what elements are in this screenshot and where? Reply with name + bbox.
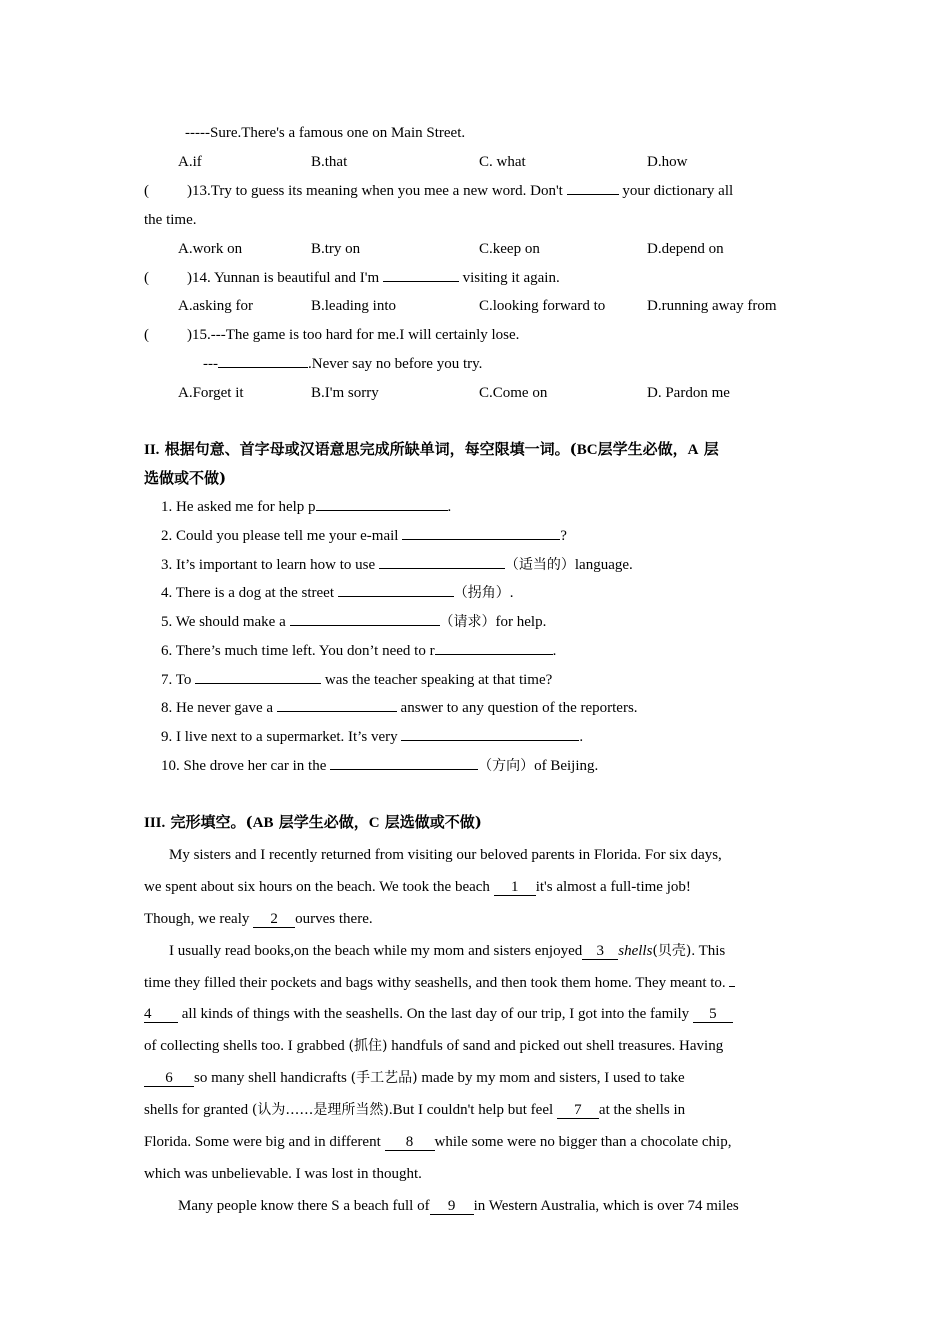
q13-option-a: A.work on xyxy=(178,241,243,257)
cloze-p3-line1: Many people know there S a beach full of 9 in Western Australia, which is over 74 miles xyxy=(178,1198,739,1214)
fill-blank-8[interactable] xyxy=(277,711,397,712)
q15-option-d: D. Pardon me xyxy=(647,385,730,401)
cloze-p2-line3: 4 all kinds of things with the seashells. On the last day of our trip, I got into the family 5 xyxy=(144,1004,733,1024)
cloze-p1-line3: Though, we realy 2 ourves there. xyxy=(144,911,373,927)
fill-item-3: 3. It’s important to learn how to use （适当的）language. xyxy=(161,557,633,573)
cloze-blank-8[interactable]: 8 xyxy=(385,1134,435,1151)
fill-item-9: 9. I live next to a supermarket. It’s very . xyxy=(161,729,584,745)
cloze-p2-line7: Florida. Some were big and in different 8 while some were no bigger than a chocolate chip, xyxy=(144,1134,732,1150)
q15-option-a: A.Forget it xyxy=(178,385,244,401)
cloze-p2-line2: time they filled their pockets and bags withy seashells, and then took them home. They meant to. xyxy=(144,973,735,993)
q13-blank[interactable] xyxy=(567,194,619,195)
fill-item-10: 10. She drove her car in the （方向）of Beijing. xyxy=(161,758,599,774)
fill-blank-9[interactable] xyxy=(401,740,579,741)
fill-blank-10[interactable] xyxy=(330,769,478,770)
section-2-title-cont: 选做或不做) xyxy=(144,469,227,487)
cloze-blank-7[interactable]: 7 xyxy=(557,1102,599,1119)
q13-option-c: C.keep on xyxy=(479,241,540,257)
q12-option-b: B.that xyxy=(311,154,348,170)
fill-item-8: 8. He never gave a answer to any question of the reporters. xyxy=(161,700,638,716)
fill-item-7: 7. To was the teacher speaking at that time? xyxy=(161,672,553,688)
fill-item-4: 4. There is a dog at the street （拐角）. xyxy=(161,585,514,601)
cloze-p2-line5: 6 so many shell handicrafts (手工艺品) made by my mom and sisters, I used to take xyxy=(144,1068,685,1088)
fill-blank-4[interactable] xyxy=(338,596,454,597)
q13-option-b: B.try on xyxy=(311,241,361,257)
cloze-blank-6[interactable]: 6 xyxy=(144,1070,194,1087)
cloze-blank-4[interactable]: 4 xyxy=(144,1006,178,1023)
cloze-p2-line6: shells for granted (认为……是理所当然).But I couldn't help but feel 7 at the shells in xyxy=(144,1102,686,1118)
cloze-blank-5[interactable]: 5 xyxy=(693,1006,733,1023)
fill-item-5: 5. We should make a （请求）for help. xyxy=(161,614,547,630)
q14-option-c: C.looking forward to xyxy=(479,298,606,314)
fill-blank-2[interactable] xyxy=(402,539,560,540)
q13-question-cont: the time. xyxy=(144,212,197,228)
fill-blank-6[interactable] xyxy=(435,654,553,655)
q15-blank[interactable] xyxy=(218,367,308,368)
q15-option-c: C.Come on xyxy=(479,385,548,401)
q13-question: ( )13.Try to guess its meaning when you mee a new word. Don't your dictionary all xyxy=(144,183,734,199)
fill-blank-1[interactable] xyxy=(316,510,448,511)
q15-response: --- .Never say no before you try. xyxy=(203,356,483,372)
cloze-blank-1[interactable]: 1 xyxy=(494,879,536,896)
q12-option-a: A.if xyxy=(178,154,202,170)
cloze-p1-line2: we spent about six hours on the beach. We took the beach 1 it's almost a full-time job! xyxy=(144,879,691,895)
fill-blank-5[interactable] xyxy=(290,625,440,626)
cloze-p2-line1: I usually read books,on the beach while my mom and sisters enjoyed 3 shells(贝壳). This xyxy=(169,943,726,959)
fill-item-6: 6. There’s much time left. You don’t need to r . xyxy=(161,643,557,659)
cloze-blank-2[interactable]: 2 xyxy=(253,911,295,928)
section-3-title: III. 完形填空。(AB 层学生必做，C 层选做或不做) xyxy=(144,813,482,831)
q12-answer-line: -----Sure.There's a famous one on Main Street. xyxy=(185,125,466,141)
q14-option-d: D.running away from xyxy=(647,298,777,314)
cloze-p2-line8: which was unbelievable. I was lost in thought. xyxy=(144,1166,422,1182)
q15-option-b: B.I'm sorry xyxy=(311,385,379,401)
q12-option-d: D.how xyxy=(647,154,688,170)
cloze-blank-3[interactable]: 3 xyxy=(582,943,618,960)
q12-option-c: C. what xyxy=(479,154,526,170)
q14-option-a: A.asking for xyxy=(178,298,253,314)
cloze-blank-9[interactable]: 9 xyxy=(430,1198,474,1215)
cloze-p2-line4: of collecting shells too. I grabbed (抓住) handfuls of sand and picked out shell treasures. Having xyxy=(144,1038,724,1054)
fill-item-2: 2. Could you please tell me your e-mail ? xyxy=(161,528,567,544)
section-2-title: II. 根据句意、首字母或汉语意思完成所缺单词，每空限填一词。(BC层学生必做，A 层 xyxy=(144,440,719,458)
fill-blank-3[interactable] xyxy=(379,568,505,569)
q14-question: ( )14. Yunnan is beautiful and I'm visiting it again. xyxy=(144,270,560,286)
q14-blank[interactable] xyxy=(383,281,459,282)
fill-item-1: 1. He asked me for help p . xyxy=(161,499,452,515)
fill-blank-7[interactable] xyxy=(195,683,321,684)
q15-question: ( )15.---The game is too hard for me.I will certainly lose. xyxy=(144,327,520,343)
q14-option-b: B.leading into xyxy=(311,298,396,314)
q13-option-d: D.depend on xyxy=(647,241,724,257)
cloze-p1-line1: My sisters and I recently returned from visiting our beloved parents in Florida. For six days, xyxy=(169,847,722,863)
